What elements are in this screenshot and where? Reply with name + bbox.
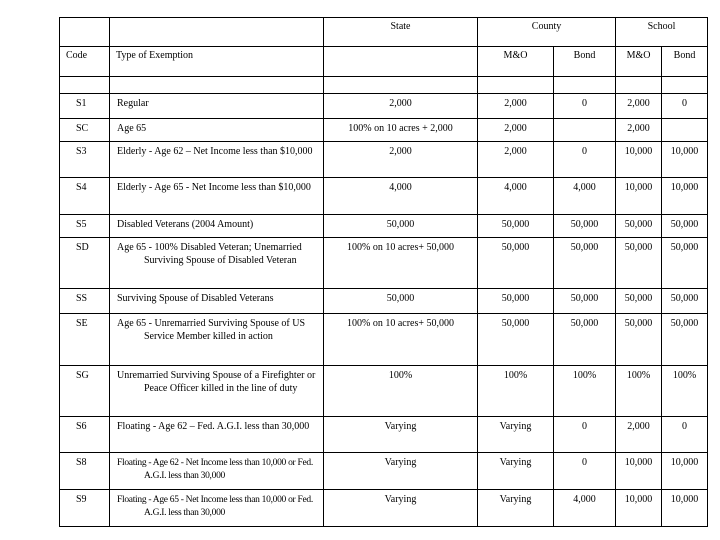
county-bond-value: 0 xyxy=(554,142,616,178)
school-bond-value: 0 xyxy=(662,417,708,453)
school-mo-value: 100% xyxy=(616,366,662,417)
exemption-code: SG xyxy=(60,366,110,417)
table-row xyxy=(60,238,708,289)
exemption-type-text: Floating - Age 62 - Net Income less than 10,000 or Fed. A.G.I. less than 30,000 xyxy=(117,458,313,481)
exemption-code: S8 xyxy=(60,453,110,490)
county-mo-value: 50,000 xyxy=(478,289,554,314)
exemption-type-text: Surviving Spouse of Disabled Veterans xyxy=(117,293,274,304)
exemption-code: S4 xyxy=(60,178,110,215)
county-mo-value: 2,000 xyxy=(478,119,554,142)
exemption-type-text: Disabled Veterans (2004 Amount) xyxy=(117,219,254,230)
county-bond-value xyxy=(554,119,616,142)
exemption-code: S6 xyxy=(60,417,110,453)
exemption-code: S1 xyxy=(60,94,110,119)
school-bond-value: 10,000 xyxy=(662,142,708,178)
school-mo-value: 50,000 xyxy=(616,314,662,366)
header-school-mo: M&O xyxy=(616,47,662,77)
header-school: School xyxy=(616,18,708,47)
state-value: 2,000 xyxy=(324,142,478,178)
exemption-code: S9 xyxy=(60,490,110,527)
school-mo-value: 10,000 xyxy=(616,142,662,178)
county-bond-value: 100% xyxy=(554,366,616,417)
exemption-type xyxy=(110,490,324,527)
county-bond-value: 0 xyxy=(554,453,616,490)
county-bond-value: 0 xyxy=(554,94,616,119)
table-row xyxy=(60,119,708,142)
exemption-type xyxy=(110,366,324,417)
school-bond-value: 50,000 xyxy=(662,314,708,366)
exemption-code: SE xyxy=(60,314,110,366)
table-row xyxy=(60,314,708,366)
county-mo-value: Varying xyxy=(478,490,554,527)
exemption-type-text: Age 65 xyxy=(117,123,147,134)
table-row xyxy=(60,366,708,417)
exemption-code: S5 xyxy=(60,215,110,238)
exemption-type xyxy=(110,119,324,142)
exemption-code: SC xyxy=(60,119,110,142)
exemption-type xyxy=(110,417,324,453)
school-mo-value: 10,000 xyxy=(616,490,662,527)
table-row xyxy=(60,178,708,215)
school-bond-value: 10,000 xyxy=(662,453,708,490)
state-value: 100% on 10 acres+ 50,000 xyxy=(324,314,478,366)
school-bond-value: 10,000 xyxy=(662,490,708,527)
school-mo-value: 50,000 xyxy=(616,215,662,238)
exemption-type xyxy=(110,178,324,215)
table-row xyxy=(60,94,708,119)
county-mo-value: 50,000 xyxy=(478,314,554,366)
header-state: State xyxy=(324,18,478,47)
school-bond-value: 0 xyxy=(662,94,708,119)
table-row xyxy=(60,490,708,527)
county-mo-value: 2,000 xyxy=(478,142,554,178)
header-school-bond: Bond xyxy=(662,47,708,77)
table-row xyxy=(60,215,708,238)
school-bond-value: 50,000 xyxy=(662,238,708,289)
exemption-type xyxy=(110,453,324,490)
school-mo-value: 50,000 xyxy=(616,289,662,314)
exemption-type xyxy=(110,94,324,119)
exemption-code: SD xyxy=(60,238,110,289)
county-mo-value: 50,000 xyxy=(478,238,554,289)
header-county-bond: Bond xyxy=(554,47,616,77)
county-bond-value: 50,000 xyxy=(554,289,616,314)
school-mo-value: 2,000 xyxy=(616,417,662,453)
header-county: County xyxy=(478,18,616,47)
exemption-type-text: Unremarried Surviving Spouse of a Firefighter or Peace Officer killed in the line of duty xyxy=(117,370,316,394)
exemption-type xyxy=(110,289,324,314)
table-row xyxy=(60,289,708,314)
school-mo-value: 10,000 xyxy=(616,453,662,490)
table-row xyxy=(60,453,708,490)
school-bond-value: 50,000 xyxy=(662,289,708,314)
table-row xyxy=(60,417,708,453)
exemption-table xyxy=(59,17,708,527)
exemption-code: S3 xyxy=(60,142,110,178)
school-mo-value: 2,000 xyxy=(616,94,662,119)
header-row-columns xyxy=(60,47,708,77)
state-value: 50,000 xyxy=(324,289,478,314)
header-type: Type of Exemption xyxy=(110,47,324,77)
county-mo-value: 4,000 xyxy=(478,178,554,215)
state-value: Varying xyxy=(324,453,478,490)
county-bond-value: 4,000 xyxy=(554,178,616,215)
header-code: Code xyxy=(60,47,110,77)
header-row-groups xyxy=(60,18,708,47)
state-value: 100% on 10 acres + 2,000 xyxy=(324,119,478,142)
exemption-type xyxy=(110,238,324,289)
county-mo-value: 50,000 xyxy=(478,215,554,238)
county-bond-value: 0 xyxy=(554,417,616,453)
state-value: 50,000 xyxy=(324,215,478,238)
exemption-type xyxy=(110,215,324,238)
school-mo-value: 50,000 xyxy=(616,238,662,289)
exemption-type-text: Floating - Age 62 – Fed. A.G.I. less than 30,000 xyxy=(117,421,310,432)
school-bond-value: 50,000 xyxy=(662,215,708,238)
school-bond-value: 100% xyxy=(662,366,708,417)
exemption-type-text: Elderly - Age 62 – Net Income less than $10,000 xyxy=(117,146,313,157)
header-county-mo: M&O xyxy=(478,47,554,77)
exemption-type-text: Age 65 - 100% Disabled Veteran; Unemarried Surviving Spouse of Disabled Veteran xyxy=(117,242,302,266)
exemption-type-text: Age 65 - Unremarried Surviving Spouse of US Service Member killed in action xyxy=(117,318,306,342)
state-value: 2,000 xyxy=(324,94,478,119)
exemption-type xyxy=(110,314,324,366)
county-mo-value: 2,000 xyxy=(478,94,554,119)
table-row xyxy=(60,142,708,178)
school-bond-value xyxy=(662,119,708,142)
state-value: Varying xyxy=(324,490,478,527)
school-bond-value: 10,000 xyxy=(662,178,708,215)
state-value: 100% xyxy=(324,366,478,417)
county-mo-value: Varying xyxy=(478,453,554,490)
school-mo-value: 2,000 xyxy=(616,119,662,142)
exemption-type-text: Regular xyxy=(117,98,149,109)
county-mo-value: Varying xyxy=(478,417,554,453)
exemption-code: SS xyxy=(60,289,110,314)
county-mo-value: 100% xyxy=(478,366,554,417)
spacer-row xyxy=(60,77,708,94)
school-mo-value: 10,000 xyxy=(616,178,662,215)
state-value: 4,000 xyxy=(324,178,478,215)
county-bond-value: 50,000 xyxy=(554,238,616,289)
exemption-type-text: Floating - Age 65 - Net Income less than 10,000 or Fed. A.G.I. less than 30,000 xyxy=(117,495,313,518)
county-bond-value: 50,000 xyxy=(554,215,616,238)
county-bond-value: 50,000 xyxy=(554,314,616,366)
exemption-type xyxy=(110,142,324,178)
state-value: Varying xyxy=(324,417,478,453)
exemption-type-text: Elderly - Age 65 - Net Income less than $10,000 xyxy=(117,182,311,193)
state-value: 100% on 10 acres+ 50,000 xyxy=(324,238,478,289)
county-bond-value: 4,000 xyxy=(554,490,616,527)
